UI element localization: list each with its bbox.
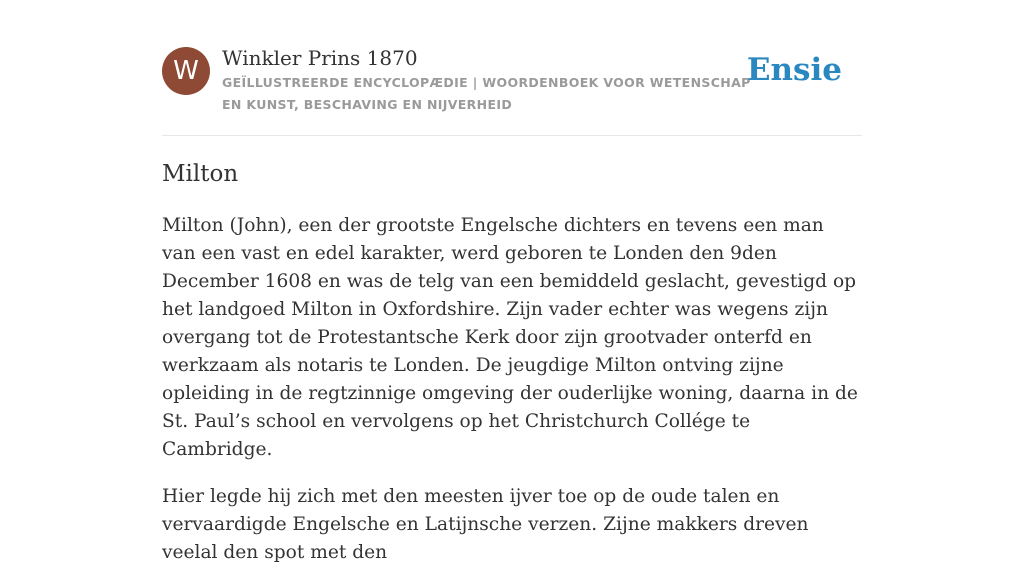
article-paragraph-1: Milton (John), een der grootste Engelsche dichters en tevens een man van een vast en edel karakter, werd geboren te Londen den 9den December 1608 en was de telg van een bemiddeld geslacht, gevestigd op het landgoed Milton in Oxfordshire. Zijn vader echter was wegens zijn overgang tot de Protestantsche Kerk door zijn grootvader onterfd en werkzaam als notaris te Londen. De jeugdige Milton ontving zijne opleiding in de regtzinnige omgeving der ouderlijke woning, daarna in de St. Paul’s school en vervolgens op het Christchurch Collége te Cambridge. [162, 215, 858, 460]
article-title: Milton [162, 161, 239, 187]
source-subtitle: GEÏLLUSTREERDE ENCYCLOPÆDIE | WOORDENBOEK VOOR WETENSCHAP EN KUNST, BESCHAVING EN NIJVERHEID [222, 75, 751, 112]
header-divider [162, 135, 862, 136]
ensie-logo[interactable]: Ensie [746, 52, 842, 88]
source-avatar[interactable]: W [162, 47, 210, 95]
article-paragraph-2: Hier legde hij zich met den meesten ijver toe op de oude talen en vervaardigde Engelsche en Latijnsche verzen. Zijne makkers dreven veelal den spot met den [162, 486, 809, 563]
article-body [162, 212, 862, 586]
source-header [162, 46, 862, 136]
source-title[interactable]: Winkler Prins 1870 [222, 46, 418, 70]
